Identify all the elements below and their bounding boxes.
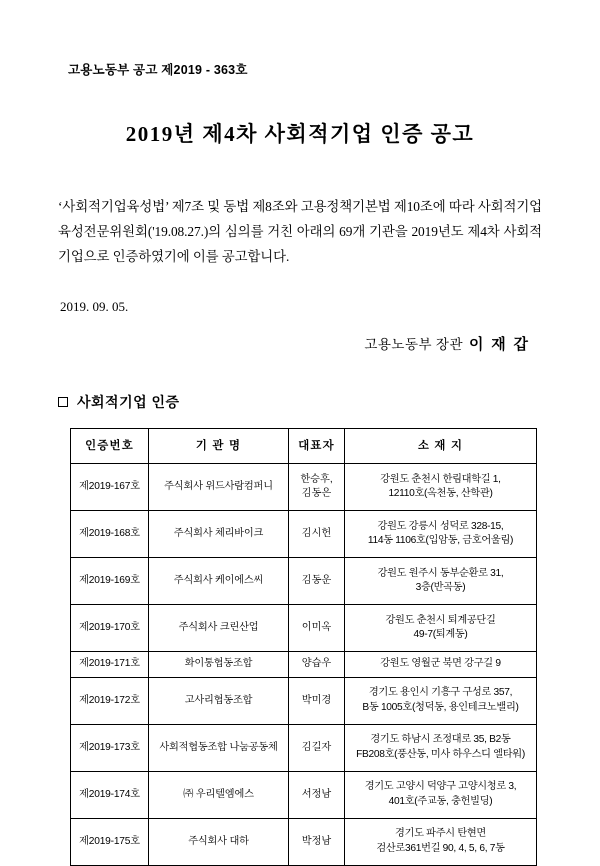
- cell-representative: 김시헌: [289, 511, 345, 558]
- cell-representative: 이미옥: [289, 605, 345, 652]
- notice-number: 고용노동부 공고 제2019 - 363호: [68, 63, 248, 77]
- cell-cert-number: 제2019-172호: [71, 678, 149, 725]
- cell-organization: 고사리협동조합: [149, 678, 289, 725]
- cell-cert-number: 제2019-175호: [71, 819, 149, 866]
- cell-representative: 김동운: [289, 558, 345, 605]
- cell-location: 경기도 고양시 덕양구 고양시청로 3, 401호(주교동, 충헌빌딩): [345, 772, 537, 819]
- section-heading: [58, 392, 542, 412]
- table-row: [71, 605, 537, 652]
- cell-representative: 김길자: [289, 725, 345, 772]
- table-row: [71, 558, 537, 605]
- notice-body-paragraph: ‘사회적기업육성법’ 제7조 및 동법 제8조와 고용정책기본법 제10조에 따라 사회적기업육성전문위원회('19.08.27.)의 심의를 거친 아래의 69개 기관을 2019년도 제4차 사회적기업으로 인증하였기에 이를 공고합니다.: [58, 199, 542, 264]
- cell-location: 강원도 춘천시 퇴계공단길 49-7(퇴계동): [345, 605, 537, 652]
- cell-cert-number: 제2019-169호: [71, 558, 149, 605]
- signer-organization: 고용노동부 장관: [364, 337, 464, 353]
- cell-location: 강원도 영월군 북면 강구길 9: [345, 652, 537, 678]
- column-header-location: 소 재 지: [345, 429, 537, 464]
- cell-representative: 서정남: [289, 772, 345, 819]
- table-row: [71, 725, 537, 772]
- cell-cert-number: 제2019-173호: [71, 725, 149, 772]
- cell-location: 강원도 원주시 동부순환로 31, 3층(반곡동): [345, 558, 537, 605]
- table-row: [71, 652, 537, 678]
- cell-cert-number: 제2019-171호: [71, 652, 149, 678]
- table-row: [71, 772, 537, 819]
- column-header-cert-number: 인증번호: [71, 429, 149, 464]
- cell-cert-number: 제2019-170호: [71, 605, 149, 652]
- cell-organization: 주식회사 위드사람컴퍼니: [149, 464, 289, 511]
- cell-representative: 박정남: [289, 819, 345, 866]
- cell-organization: ㈜ 우리텔엠에스: [149, 772, 289, 819]
- cell-representative: 한승후, 김동은: [289, 464, 345, 511]
- cell-organization: 주식회사 크린산업: [149, 605, 289, 652]
- cell-organization: 사회적협동조합 나눔공동체: [149, 725, 289, 772]
- table-row: [71, 819, 537, 866]
- cell-organization: 주식회사 대하: [149, 819, 289, 866]
- page-title: 2019년 제4차 사회적기업 인증 공고: [125, 122, 475, 146]
- cell-location: 강원도 춘천시 한림대학길 1, 12110호(옥천동, 산학관): [345, 464, 537, 511]
- cell-cert-number: 제2019-167호: [71, 464, 149, 511]
- cell-location: 경기도 용인시 기흥구 구성로 357, B동 1005호(청덕동, 용인테크노밸리): [345, 678, 537, 725]
- cell-organization: 주식회사 체리바이크: [149, 511, 289, 558]
- table-header-row: [71, 429, 537, 464]
- section-heading-label: 사회적기업 인증: [77, 394, 180, 411]
- certification-table: [70, 428, 537, 866]
- cell-location: 강원도 강릉시 성덕로 328-15, 114동 1106호(입암동, 금호어울림): [345, 511, 537, 558]
- cell-representative: 박미경: [289, 678, 345, 725]
- cell-location: 경기도 하남시 조정대로 35, B2동 FB208호(풍산동, 미사 하우스디 엘타워): [345, 725, 537, 772]
- column-header-representative: 대표자: [289, 429, 345, 464]
- checkbox-square-icon: [58, 397, 68, 407]
- notice-date: 2019. 09. 05.: [60, 299, 129, 315]
- cell-organization: 화이통협동조합: [149, 652, 289, 678]
- cell-location: 경기도 파주시 탄현면 검산로361번길 90, 4, 5, 6, 7동: [345, 819, 537, 866]
- column-header-organization: 기 관 명: [149, 429, 289, 464]
- signer-name: 이 재 갑: [469, 337, 530, 354]
- table-row: [71, 511, 537, 558]
- cell-cert-number: 제2019-174호: [71, 772, 149, 819]
- cell-organization: 주식회사 케이에스씨: [149, 558, 289, 605]
- signature-block: [58, 333, 542, 354]
- cell-representative: 양습우: [289, 652, 345, 678]
- table-row: [71, 678, 537, 725]
- table-row: [71, 464, 537, 511]
- cell-cert-number: 제2019-168호: [71, 511, 149, 558]
